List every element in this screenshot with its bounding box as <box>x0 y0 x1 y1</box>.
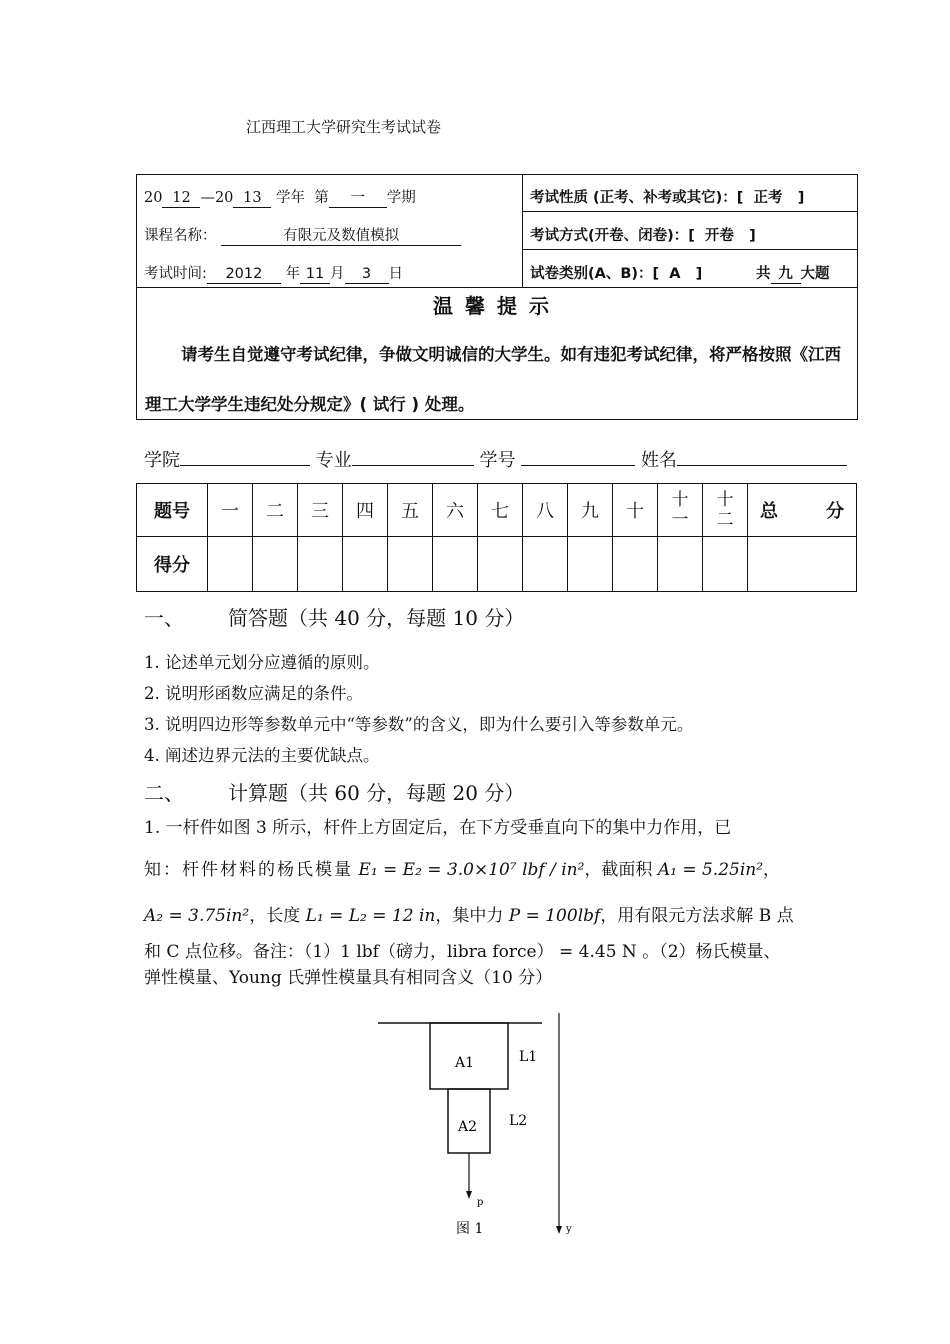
notice-text: 请考生自觉遵守考试纪律，争做文明诚信的大学生。如有违犯考试纪律，将严格按照《江西理工大学学生违纪处分规定》( 试行 ) 处理。 <box>145 345 841 414</box>
score-cell[interactable] <box>658 537 703 592</box>
total-score-header: 总 分 <box>748 484 857 537</box>
table-cell: 十 <box>613 484 658 537</box>
table-cell: 四 <box>343 484 388 537</box>
problem-text-line: 弹性模量、Young 氏弹性模量具有相同含义（10 分） <box>144 968 553 988</box>
exam-method: 考试方式(开卷、闭卷)：[ 开卷 ] <box>530 228 756 244</box>
score-cell[interactable] <box>613 537 658 592</box>
y-axis-arrow-head <box>556 1226 562 1234</box>
exam-nature: 考试性质 (正考、补考或其它)：[ 正考 ] <box>530 190 805 206</box>
label-a2: A2 <box>458 1119 478 1135</box>
header-rule <box>136 287 858 288</box>
table-cell: 九 <box>568 484 613 537</box>
force-arrow-head <box>466 1191 472 1199</box>
score-cell[interactable] <box>478 537 523 592</box>
document-title: 江西理工大学研究生考试试卷 <box>246 118 442 136</box>
youngs-modulus-equation: E₁ = E₂ = 3.0×10⁷ lbf / in² <box>358 860 585 880</box>
score-cell[interactable] <box>703 537 748 592</box>
header-rule <box>522 249 858 250</box>
question-1-1: 1. 论述单元划分应遵循的原则。 <box>144 653 380 672</box>
score-cell[interactable] <box>568 537 613 592</box>
score-cell[interactable] <box>343 537 388 592</box>
score-cell[interactable] <box>388 537 433 592</box>
label-y: y <box>566 1224 572 1235</box>
bar-figure <box>370 1005 600 1245</box>
academic-year-line: 20 12 —20 13 学年 第 一 学期 <box>144 190 416 206</box>
question-1-3: 3. 说明四边形等参数单元中“等参数”的含义，即为什么要引入等参数单元。 <box>144 715 694 734</box>
label-l2: L2 <box>509 1113 528 1129</box>
score-cell[interactable] <box>748 537 857 592</box>
force-equation: P = 100lbf <box>508 906 601 926</box>
course-line: 课程名称： 有限元及数值模拟 <box>144 224 461 246</box>
problem-text-line: 知：杆件材料的杨氏模量 E₁ = E₂ = 3.0×10⁷ lbf / in²，截面积 A₁ = 5.25in²， <box>144 860 781 880</box>
student-info-line: 学院 专业 学号 姓名 <box>144 446 847 472</box>
score-table <box>136 483 857 592</box>
figure-caption: 图 1 <box>456 1221 484 1237</box>
exam-time-line: 考试时间: 2012 年 11 月 3 日 <box>144 266 403 282</box>
score-row-header: 得分 <box>137 537 208 592</box>
table-cell: 十 二 <box>703 484 748 537</box>
table-row <box>137 484 857 537</box>
table-cell: 三 <box>298 484 343 537</box>
question-1-2: 2. 说明形函数应满足的条件。 <box>144 684 363 703</box>
label-p: p <box>477 1197 484 1208</box>
section-1-heading: 一、 简答题（共 40 分，每题 10 分） <box>144 606 525 630</box>
length-equation: L₁ = L₂ = 12 in <box>305 906 436 926</box>
notice-title: 温馨提示 <box>433 294 561 318</box>
score-cell[interactable] <box>298 537 343 592</box>
table-cell: 二 <box>253 484 298 537</box>
problem-text-line: 和 C 点位移。备注：（1）1 lbf（磅力，libra force） = 4.45 N 。（2）杨氏模量、 <box>144 942 781 962</box>
table-cell: 八 <box>523 484 568 537</box>
score-cell[interactable] <box>433 537 478 592</box>
label-a1: A1 <box>455 1055 475 1071</box>
table-row <box>137 537 857 592</box>
table-cell: 一 <box>208 484 253 537</box>
section-2-heading: 二、 计算题（共 60 分，每题 20 分） <box>144 781 525 805</box>
label-l1: L1 <box>519 1049 538 1065</box>
question-1-4: 4. 阐述边界元法的主要优缺点。 <box>144 746 380 765</box>
score-cell[interactable] <box>253 537 298 592</box>
area-a2-equation: A₂ = 3.75in² <box>144 906 250 926</box>
header-rule <box>522 211 858 212</box>
score-cell[interactable] <box>208 537 253 592</box>
area-a1-equation: A₁ = 5.25in² <box>657 860 764 880</box>
table-cell: 六 <box>433 484 478 537</box>
header-divider <box>522 174 523 287</box>
problem-text-line: 1. 一杆件如图 3 所示，杆件上方固定后，在下方受垂直向下的集中力作用，已 <box>144 818 732 838</box>
paper-type: 试卷类别(A、B)：[ A ] <box>530 266 703 282</box>
table-cell: 十 一 <box>658 484 703 537</box>
score-cell[interactable] <box>523 537 568 592</box>
question-number-header: 题号 <box>137 484 208 537</box>
total-questions: 共 九 大题 <box>756 266 830 282</box>
table-cell: 五 <box>388 484 433 537</box>
problem-text-line: A₂ = 3.75in²，长度 L₁ = L₂ = 12 in，集中力 P = 100lbf，用有限元方法求解 B 点 <box>144 906 794 926</box>
table-cell: 七 <box>478 484 523 537</box>
